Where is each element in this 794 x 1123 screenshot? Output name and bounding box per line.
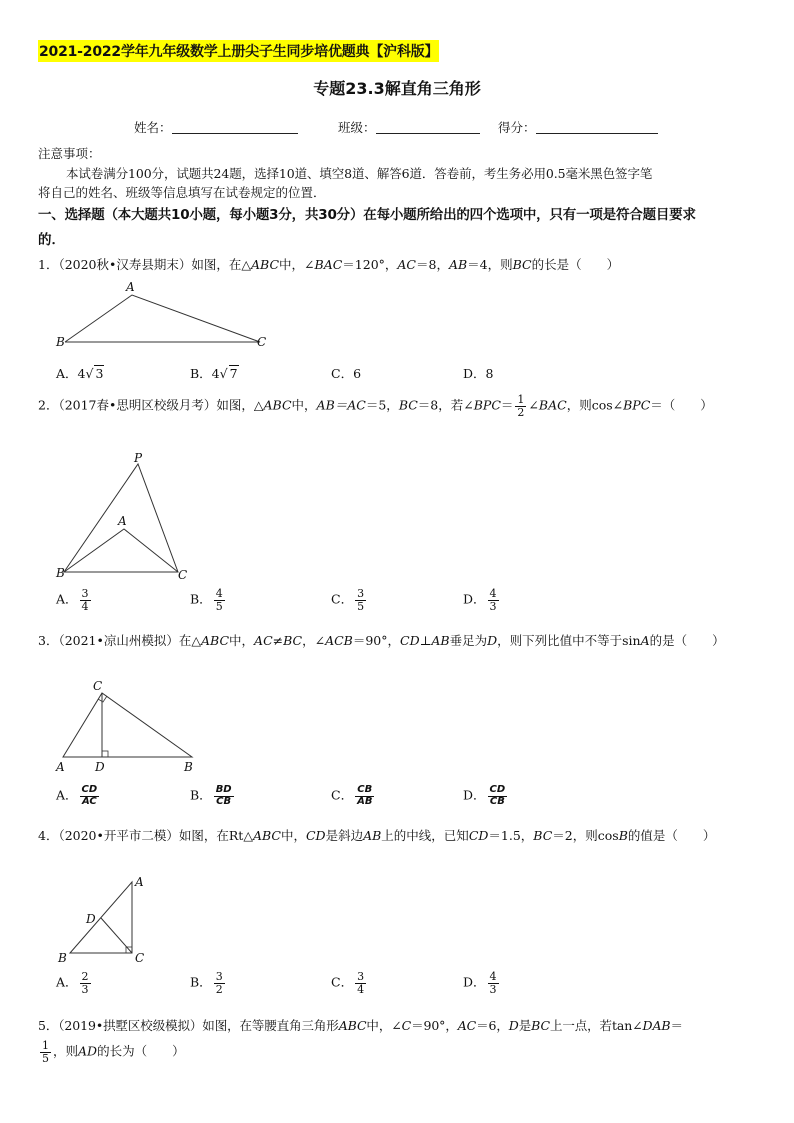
- score-field-label: 得分：: [498, 120, 536, 135]
- q3-label-b: B: [184, 760, 193, 774]
- section-heading-line2: 的．: [38, 232, 65, 248]
- q3-label-c: C: [93, 679, 103, 693]
- q1-label-c: C: [257, 335, 267, 349]
- q3-label-d: D: [95, 760, 105, 774]
- q1-option-d[interactable]: D．8: [463, 366, 494, 381]
- q3-label-a: A: [56, 760, 65, 774]
- q2-option-a[interactable]: A． $\frac{3}{4}$: [56, 587, 89, 613]
- question-2-figure: [50, 450, 200, 582]
- section-heading-line1: 一、选择题（本大题共10小题，每小题3分，共30分）在每小题所给出的四个选项中，只有一项是符合题目要求: [38, 207, 696, 223]
- page-title: 专题23.3解直角三角形: [313, 79, 481, 98]
- q4-label-b: B: [58, 951, 67, 965]
- question-4-stem: 4．（2020•开平市二模）如图，在Rt△ABC中，CD是斜边AB上的中线，已知CD＝1.5，BC＝2，则cosB的值是（ ）: [38, 828, 716, 843]
- document-banner: 2021-2022学年九年级数学上册尖子生同步培优题典【沪科版】: [38, 40, 439, 62]
- q2-half-fraction: $\frac{1}{2}$: [517, 393, 525, 419]
- question-5-stem-line1: 5．（2019•拱墅区校级模拟）如图，在等腰直角三角形ABC中，∠C＝90°，AC＝6，D是BC上一点，若tan∠DAB＝: [38, 1018, 683, 1033]
- q4-option-a[interactable]: A． $\frac{2}{3}$: [56, 970, 89, 996]
- q1-option-c[interactable]: C．6: [331, 366, 362, 381]
- notes-heading: 注意事项：: [38, 146, 101, 161]
- q2-option-d[interactable]: D． $\frac{4}{3}$: [463, 587, 497, 613]
- q4-label-c: C: [135, 951, 145, 965]
- question-2-stem: 2．（2017春•思明区校级月考）如图，△ABC中，AB＝AC＝5，BC＝8，若∠BPC＝ $\frac{1}{2}$ ∠BAC，则cos∠BPC＝（ ）: [38, 393, 713, 419]
- name-field-label: 姓名：: [134, 120, 172, 135]
- q3-option-c[interactable]: C． $\frac{CB}{AB}$: [331, 784, 373, 807]
- q4-label-a: A: [135, 875, 144, 889]
- class-field[interactable]: [338, 118, 480, 136]
- q1-option-a[interactable]: A．4√ 3: [56, 366, 104, 381]
- class-field-label: 班级：: [338, 120, 376, 135]
- q3-option-d[interactable]: D． $\frac{CD}{CB}$: [463, 784, 506, 807]
- q3-option-b[interactable]: B． $\frac{BD}{CB}$: [190, 784, 232, 807]
- q2-inner-lines: [64, 529, 178, 572]
- q4-option-d[interactable]: D． $\frac{4}{3}$: [463, 970, 497, 996]
- q5-fraction: $\frac{1}{5}$: [42, 1039, 49, 1065]
- q4-label-d: D: [86, 912, 96, 926]
- notes-line1: 本试卷满分100分，试题共24题，选择10道、填空8道、解答6道．答卷前，考生务必用0.5毫米黑色签字笔: [66, 166, 653, 181]
- name-field-line[interactable]: [172, 122, 298, 134]
- q1-label-a: A: [126, 280, 135, 294]
- question-1-stem: 1．（2020秋•汉寿县期末）如图，在△ABC中，∠BAC＝120°，AC＝8，AB＝4，则BC的长是（ ）: [38, 257, 620, 272]
- q4-option-c[interactable]: C． $\frac{3}{4}$: [331, 970, 365, 996]
- q1-label-b: B: [56, 335, 65, 349]
- q3-right-angle-mark-d: [102, 751, 108, 757]
- q3-triangle: [63, 693, 192, 757]
- q2-option-b[interactable]: B． $\frac{4}{5}$: [190, 587, 223, 613]
- question-4-figure: [50, 872, 160, 968]
- q2-label-b: B: [56, 566, 65, 580]
- q1-triangle: [65, 295, 260, 342]
- name-field[interactable]: [134, 118, 298, 136]
- question-3-figure: [50, 676, 210, 776]
- question-1-figure: [50, 278, 280, 350]
- question-3-stem: 3．（2021•凉山州模拟）在△ABC中，AC≠BC，∠ACB＝90°，CD⊥AB垂足为D，则下列比值中不等于sinA的是（ ）: [38, 633, 725, 648]
- score-field[interactable]: [498, 118, 658, 136]
- question-5-stem-line2: $\frac{1}{5}$ ，则AD的长为（ ）: [42, 1039, 185, 1065]
- q2-label-c: C: [178, 568, 188, 582]
- q1-option-b[interactable]: B．4√ 7: [190, 366, 238, 381]
- q3-option-a[interactable]: A． $\frac{CD}{AC}$: [56, 784, 98, 807]
- class-field-line[interactable]: [376, 122, 480, 134]
- q2-label-p: P: [134, 451, 143, 465]
- q4-option-b[interactable]: B． $\frac{3}{2}$: [190, 970, 223, 996]
- q2-label-a: A: [118, 514, 127, 528]
- score-field-line[interactable]: [536, 122, 658, 134]
- notes-line2: 将自己的姓名、班级等信息填写在试卷规定的位置．: [38, 185, 326, 200]
- q2-option-c[interactable]: C． $\frac{3}{5}$: [331, 587, 365, 613]
- q4-median: [101, 918, 132, 953]
